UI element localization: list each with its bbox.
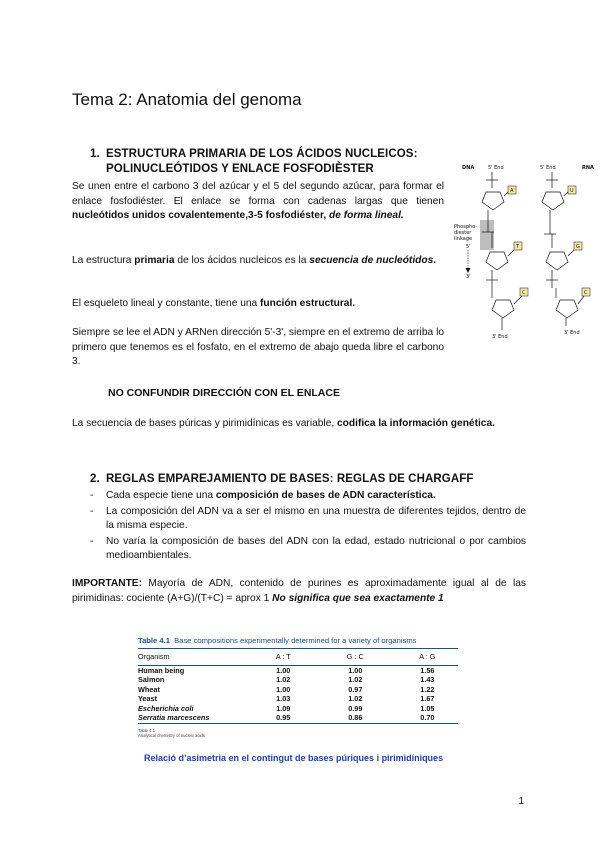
table-cell-ag: 1.05	[420, 703, 435, 713]
paragraph-backbone	[72, 297, 444, 312]
warning-text: NO CONFUNDIR DIRECCIÓN CON EL ENLACE	[108, 387, 340, 399]
section-2-heading	[90, 473, 474, 485]
rna-base-1: U	[570, 188, 574, 194]
dna-base-1: A	[510, 188, 514, 194]
p1-text-c: de forma lineal.	[326, 210, 404, 222]
table-cell-gc: 0.99	[348, 703, 363, 713]
bullet-3-text: No varía la composición de bases del ADN con la edad, estado nutricional o por cambios medioambientales.	[106, 536, 526, 561]
table-cell-gc: 0.97	[348, 684, 363, 694]
p5-text-a: La secuencia de bases púricas y pirimidínicas es variable,	[72, 418, 338, 429]
bullet-item-1	[90, 489, 526, 503]
important-label: IMPORTANTE:	[72, 578, 142, 589]
table-row	[138, 694, 458, 704]
table-cell-gc: 0.86	[348, 713, 363, 723]
table-footnote-line1: Table 4.1	[138, 727, 155, 733]
dna-sugar-3	[492, 300, 514, 318]
table-body	[138, 665, 458, 723]
table-row	[138, 675, 458, 685]
table-cell-at: 0.95	[276, 713, 291, 723]
figure-label-5end-left: 5' End	[488, 165, 504, 171]
page-number: 1	[518, 796, 524, 807]
table-cell-organism: Escherichia coli	[138, 703, 194, 713]
table-cell-ag: 0.70	[420, 713, 435, 723]
table-row	[138, 685, 458, 695]
table-header-ag: A : G	[419, 652, 436, 662]
dna-base-3: C	[522, 290, 526, 296]
figure-label-linkage-2: diester	[454, 230, 472, 236]
section-2-number: 2.	[90, 473, 100, 485]
rna-base-3: C	[584, 290, 588, 296]
paragraph-variable-sequence	[72, 417, 526, 432]
table-cell-organism: Salmon	[138, 675, 165, 685]
table-footnote-line2: Analytical chemistry of nucleic acids	[138, 732, 205, 738]
p3-text-a: El esqueleto lineal y constante, tiene una	[72, 298, 261, 309]
table-cell-ag: 1.56	[420, 665, 435, 675]
dna-bases	[508, 186, 528, 296]
figure-label-5end-right: 5' End	[540, 165, 556, 171]
table-caption-text: Base compositions experimentally determined for a variety of organisms	[174, 636, 417, 645]
p2-text-b: primaria	[134, 255, 175, 266]
paragraph-important	[72, 577, 526, 606]
table-row	[138, 704, 458, 714]
table-header-organism: Organism	[138, 652, 170, 662]
table-caption-number: Table 4.1	[138, 636, 170, 645]
table-cell-organism: Serratia marcescens	[138, 713, 210, 723]
table-cell-gc: 1.00	[348, 665, 363, 675]
table-header-gc: G : C	[346, 652, 364, 662]
rna-base-2: G	[576, 244, 580, 250]
rna-bases	[568, 186, 590, 296]
figure-label-linkage-1: Phospho-	[454, 224, 478, 230]
table-caption	[138, 636, 458, 645]
p2-text-c: de los ácidos nucleicos es la	[174, 255, 310, 266]
table-row	[138, 713, 458, 723]
paragraph-phosphodiester	[72, 180, 444, 224]
paragraph-reading-direction: Siempre se lee el ADN y ARNen dirección 5'-3', siempre en el extremo de arriba lo primero que tenemos es el fosfato, en el extremo de abajo queda libre el carbono 3.	[72, 327, 444, 368]
table-cell-ag: 1.43	[420, 675, 435, 685]
table-cell-at: 1.02	[276, 675, 291, 685]
important-emphasis: No significa que sea exactamente 1	[272, 592, 444, 604]
figure-axis-top: 5'	[466, 244, 471, 250]
table-cell-ag: 1.67	[420, 694, 435, 704]
table-bottom-rule	[138, 723, 458, 724]
bullet-dash: -	[90, 506, 94, 517]
dna-sugar-1	[482, 192, 504, 210]
section-1-heading	[90, 148, 418, 160]
table-cell-at: 1.03	[276, 694, 291, 704]
bullet-dash: -	[90, 490, 94, 501]
table-row	[138, 665, 458, 675]
section-2-heading-text: REGLAS EMPAREJAMIENTO DE BASES: REGLAS DE CHARGAFF	[106, 473, 474, 485]
figure-axis-bottom: 3'	[466, 274, 471, 280]
direction-arrowhead	[466, 268, 471, 273]
important-text: Mayoría de ADN, contenido de purines es aproximadamente igual al de las pirimidinas: cociente (A+G)/(T+C) = aprox 1	[72, 578, 526, 604]
table-footnote	[138, 728, 458, 738]
dna-base-2: T	[516, 244, 520, 250]
section-1-heading-line1: ESTRUCTURA PRIMARIA DE LOS ÁCIDOS NUCLEICOS:	[106, 148, 418, 160]
figure-label-linkage-3: linkage	[454, 236, 473, 242]
bullet-2-text: La composición del ADN va a ser el mismo en una muestra de diferentes tejidos, dentro de la misma especie.	[106, 506, 526, 531]
p2-text-d: secuencia de nucleótidos	[309, 255, 434, 266]
polynucleotide-figure	[452, 160, 600, 350]
figure-label-dna: DNA	[462, 165, 475, 171]
rna-sugar-1	[542, 192, 564, 210]
p5-text-b: codifica la información genética.	[337, 418, 495, 429]
base-composition-table	[138, 649, 458, 723]
table-cell-at: 1.09	[276, 703, 291, 713]
table-header-row	[138, 649, 458, 665]
bullet-item-3	[90, 535, 526, 563]
rna-sugar-2	[546, 252, 568, 270]
table-cell-organism: Wheat	[138, 684, 160, 694]
p2-text-a: La estructura	[72, 255, 135, 266]
bullet-dash: -	[90, 536, 94, 547]
p1-text-b: nucleótidos unidos covalentemente,3-5 fosfodiéster,	[72, 210, 327, 222]
table-cell-ag: 1.22	[420, 684, 435, 694]
table-cell-at: 1.00	[276, 665, 291, 675]
bullet-item-2	[90, 505, 526, 533]
figure-label-rna: RNA	[582, 165, 594, 171]
p1-text-a: Se unen entre el carbono 3 del azúcar y el 5 del segundo azúcar, para formar el enlace fosfodiéster. El enlace se forma con cadenas largas que tienen	[72, 181, 444, 207]
dna-strand	[482, 172, 522, 330]
figure-label-3end-right: 3' End	[564, 330, 580, 336]
p3-text-b: función estructural.	[260, 298, 356, 309]
figure-label-3end-left: 3' End	[492, 334, 508, 340]
bullet-1-text-a: Cada especie tiene una	[106, 490, 216, 501]
table-cell-at: 1.00	[276, 684, 291, 694]
table-cell-gc: 1.02	[348, 694, 363, 704]
figure-caption-catalan: Relació d’asimetria en el contingut de bases púriques i pirimidíniques	[144, 753, 444, 763]
table-cell-gc: 1.02	[348, 675, 363, 685]
section-1-heading-line2: POLINUCLEÓTIDOS Y ENLACE FOSFODIÈSTER	[106, 163, 374, 175]
bullet-1-text-b: composición de bases de ADN característica.	[215, 490, 436, 501]
p2-text-e: .	[433, 255, 437, 266]
table-cell-organism: Yeast	[138, 694, 158, 704]
table-cell-organism: Human being	[138, 665, 185, 675]
paragraph-primary-structure	[72, 254, 444, 269]
dna-sugar-2	[486, 252, 508, 270]
rna-sugar-3	[556, 300, 578, 318]
base-composition-table-block	[138, 636, 458, 738]
table-header-at: A : T	[275, 652, 291, 662]
page-title: Tema 2: Anatomia del genoma	[72, 90, 302, 109]
section-1-number: 1.	[90, 148, 100, 160]
